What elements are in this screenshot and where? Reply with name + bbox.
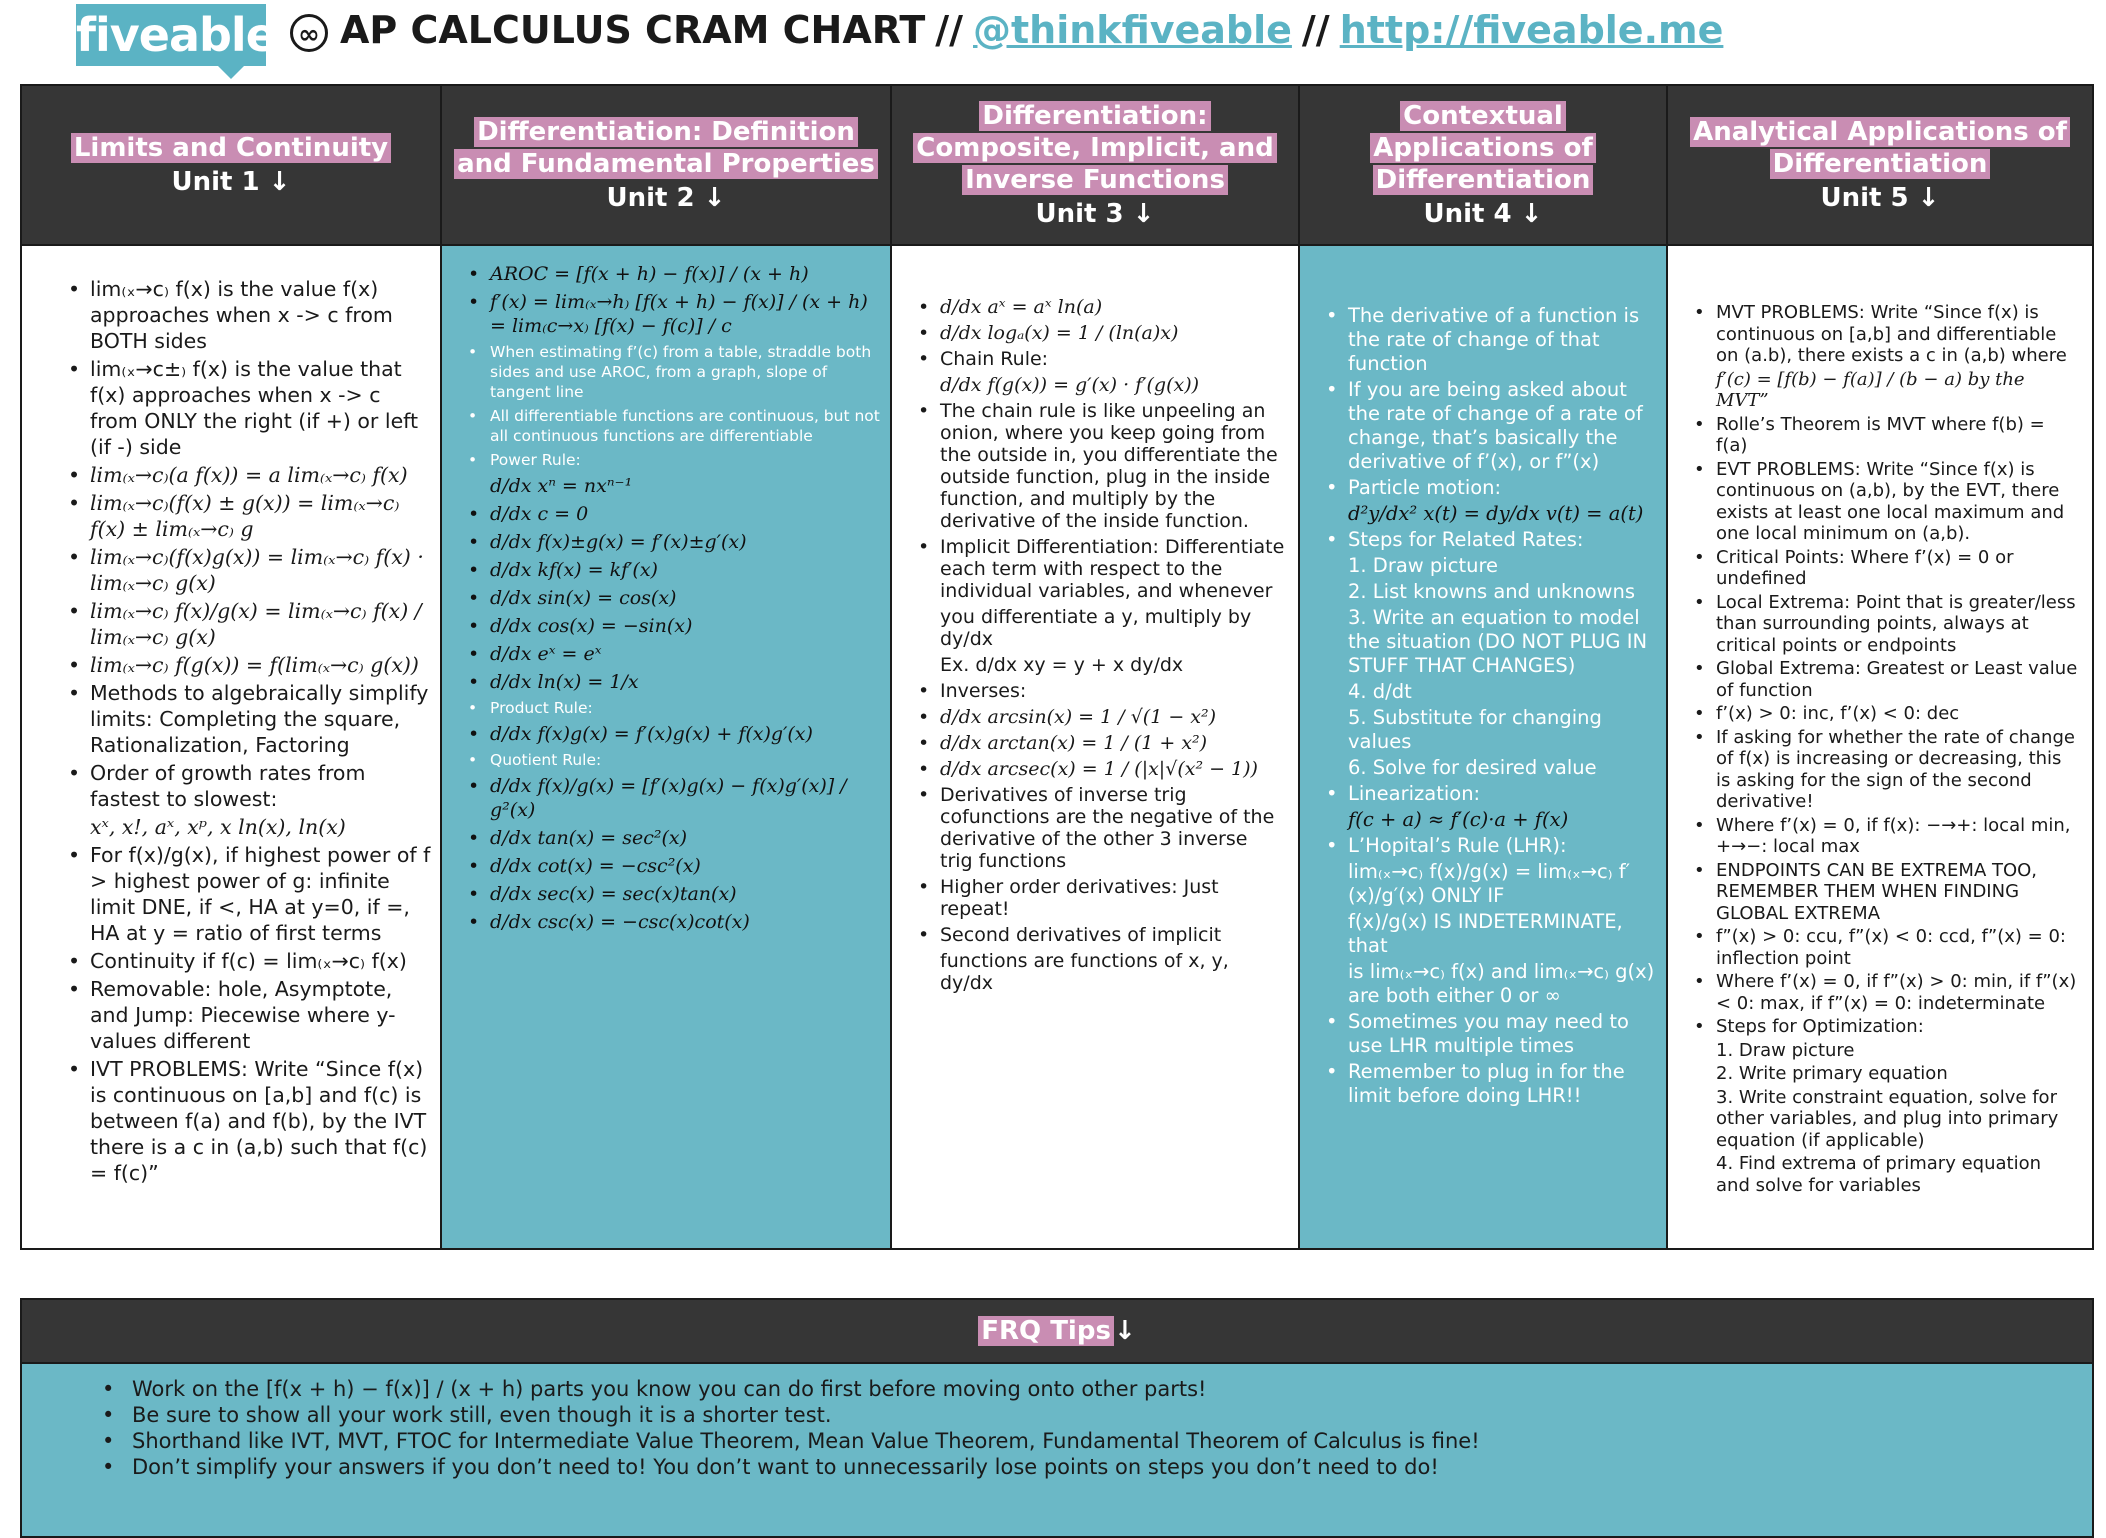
list-item: • Linearization: bbox=[1320, 782, 1656, 806]
unit-3-content bbox=[892, 244, 1298, 1248]
list-item: • d/dx tan(x) = sec²(x) bbox=[462, 826, 882, 850]
list-item: • lim₍ₓ→c₎(f(x) ± g(x)) = lim₍ₓ→c₎ f(x) ± lim₍ₓ→c₎ g bbox=[62, 490, 434, 542]
unit-2-title: Differentiation: Definition and Fundamental Properties bbox=[454, 117, 878, 179]
unit-1-title: Limits and Continuity bbox=[71, 133, 391, 163]
list-item: 1. Draw picture bbox=[1716, 1039, 1855, 1061]
list-item: • d/dx cot(x) = −csc²(x) bbox=[462, 854, 882, 878]
list-item: • If you are being asked about the rate of change of a rate of change, that’s basically the derivative of f’(x), or f”(x) bbox=[1320, 378, 1656, 474]
list-item: • lim₍ₓ→c₎ f(g(x)) = f(lim₍ₓ→c₎ g(x)) bbox=[62, 652, 434, 678]
list-item: • ENDPOINTS CAN BE EXTREMA TOO, REMEMBER THEM WHEN FINDING GLOBAL EXTREMA bbox=[1688, 860, 2078, 925]
list-item: • Product Rule: bbox=[462, 698, 882, 718]
list-item: • The chain rule is like unpeeling an onion, where you keep going from the outside in, you differentiate the outside function, plug in the inside function, and multiply by the derivative of the inside function. bbox=[912, 400, 1286, 532]
list-item: • Derivatives of inverse trig cofunctions are the negative of the derivative of the other 3 inverse trig functions bbox=[912, 784, 1286, 872]
unit-1-content bbox=[22, 244, 440, 1248]
list-item: • Implicit Differentiation: Differentiate each term with respect to the individual variables, and whenever bbox=[912, 536, 1286, 602]
list-item: • Steps for Related Rates: bbox=[1320, 528, 1656, 552]
list-item: • f′(x) = lim₍ₓ→h₎ [f(x + h) − f(x)] / (x + h) = lim₍c→x₎ [f(x) − f(c)] / c bbox=[462, 290, 882, 338]
list-item: • lim₍ₓ→c₎ f(x)/g(x) = lim₍ₓ→c₎ f(x) / lim₍ₓ→c₎ g(x) bbox=[62, 598, 434, 650]
unit-1-label: Unit 1 ↓ bbox=[171, 167, 291, 197]
unit-4-label: Unit 4 ↓ bbox=[1423, 199, 1543, 229]
list-item: • Methods to algebraically simplify limits: Completing the square, Rationalization, Factoring bbox=[62, 680, 434, 758]
unit-5-column bbox=[1668, 86, 2092, 1248]
unit-2-header bbox=[442, 86, 890, 244]
list-item: • Particle motion: bbox=[1320, 476, 1656, 500]
list-item: • f”(x) > 0: ccu, f”(x) < 0: ccd, f”(x) = 0: inflection point bbox=[1688, 926, 2078, 969]
list-item: • Continuity if f(c) = lim₍ₓ→c₎ f(x) bbox=[62, 948, 434, 974]
list-item: • Inverses: bbox=[912, 680, 1286, 702]
list-item: • For f(x)/g(x), if highest power of f > highest power of g: infinite limit DNE, if <, HA at y=0, if =, HA at y = ratio of first terms bbox=[62, 842, 434, 946]
list-item: • Steps for Optimization: bbox=[1688, 1016, 2078, 1038]
list-item: • f’(x) > 0: inc, f’(x) < 0: dec bbox=[1688, 703, 2078, 725]
list-item: 2. List knowns and unknowns bbox=[1348, 580, 1635, 603]
list-item: • EVT PROBLEMS: Write “Since f(x) is continuous on (a,b), by the EVT, there exists at least one local maximum and one local minimum on (a,b). bbox=[1688, 459, 2078, 545]
unit-1-column bbox=[22, 86, 442, 1248]
unit-5-header bbox=[1668, 86, 2092, 244]
list-item: • d/dx c = 0 bbox=[462, 502, 882, 526]
list-item: • Quotient Rule: bbox=[462, 750, 882, 770]
list-item: you differentiate a y, multiply by dy/dx bbox=[940, 606, 1252, 650]
list-item: xˣ, x!, aˣ, xᵖ, x ln(x), ln(x) bbox=[90, 815, 346, 839]
list-item: • Critical Points: Where f’(x) = 0 or undefined bbox=[1688, 547, 2078, 590]
list-item: 6. Solve for desired value bbox=[1348, 756, 1597, 779]
list-item: • lim₍ₓ→c₎ f(x) is the value f(x) approaches when x -> c from BOTH sides bbox=[62, 276, 434, 354]
list-item: • d/dx ln(x) = 1/x bbox=[462, 670, 882, 694]
list-item: • Power Rule: bbox=[462, 450, 882, 470]
list-item: • d/dx csc(x) = −csc(x)cot(x) bbox=[462, 910, 882, 934]
list-item: • Where f’(x) = 0, if f(x): −→+: local min, +→−: local max bbox=[1688, 815, 2078, 858]
list-item: • Be sure to show all your work still, even though it is a shorter test. bbox=[82, 1402, 2092, 1428]
list-item: d/dx f(g(x)) = g′(x) · f′(g(x)) bbox=[940, 374, 1200, 396]
list-item: • d/dx f(x)/g(x) = [f′(x)g(x) − f(x)g′(x)] / g²(x) bbox=[462, 774, 882, 822]
list-item: • d/dx cos(x) = −sin(x) bbox=[462, 614, 882, 638]
list-item: • When estimating f’(c) from a table, straddle both sides and use AROC, from a graph, slope of tangent line bbox=[462, 342, 882, 402]
list-item: • MVT PROBLEMS: Write “Since f(x) is continuous on [a,b] and differentiable on (a.b), there exists a c in (a,b) where bbox=[1688, 302, 2078, 367]
list-item: • d/dx f(x)±g(x) = f′(x)±g′(x) bbox=[462, 530, 882, 554]
list-item: functions are functions of x, y, dy/dx bbox=[940, 950, 1229, 994]
list-item: • d/dx logₐ(x) = 1 / (ln(a)x) bbox=[912, 322, 1286, 344]
list-item: • If asking for whether the rate of change of f(x) is increasing or decreasing, this is asking for the sign of the second derivative! bbox=[1688, 727, 2078, 813]
frq-tips-section bbox=[20, 1298, 2094, 1538]
list-item: • L’Hopital’s Rule (LHR): bbox=[1320, 834, 1656, 858]
frq-tips-title: FRQ Tips bbox=[978, 1316, 1114, 1346]
list-item: d/dx xⁿ = nxⁿ⁻¹ bbox=[490, 475, 633, 497]
list-item: 3. Write an equation to model the situation (DO NOT PLUG IN STUFF THAT CHANGES) bbox=[1348, 606, 1648, 677]
list-item: • lim₍ₓ→c±₎ f(x) is the value that f(x) approaches when x -> c from ONLY the right (if +) or left (if -) side bbox=[62, 356, 434, 460]
list-item: 4. Find extrema of primary equation and solve for variables bbox=[1716, 1153, 2041, 1196]
unit-1-header bbox=[22, 86, 440, 244]
unit-2-column bbox=[442, 86, 892, 1248]
list-item: • Higher order derivatives: Just repeat! bbox=[912, 876, 1286, 920]
list-item: • Local Extrema: Point that is greater/less than surrounding points, always at critical points or endpoints bbox=[1688, 592, 2078, 657]
list-item: • d/dx eˣ = eˣ bbox=[462, 642, 882, 666]
website-link[interactable]: http://fiveable.me bbox=[1339, 8, 1724, 52]
unit-5-title: Analytical Applications of Differentiation bbox=[1690, 117, 2070, 179]
unit-3-header bbox=[892, 86, 1298, 244]
list-item: 4. d/dt bbox=[1348, 680, 1412, 703]
list-item: • Where f’(x) = 0, if f”(x) > 0: min, if f”(x) < 0: max, if f”(x) = 0: indeterminate bbox=[1688, 971, 2078, 1014]
list-item: • Removable: hole, Asymptote, and Jump: Piecewise where y-values different bbox=[62, 976, 434, 1054]
list-item: • d/dx sec(x) = sec(x)tan(x) bbox=[462, 882, 882, 906]
title-text: AP CALCULUS CRAM CHART bbox=[340, 8, 926, 52]
list-item: 2. Write primary equation bbox=[1716, 1063, 1948, 1084]
infinity-icon: ∞ bbox=[290, 14, 328, 52]
list-item: f(x)/g(x) IS INDETERMINATE, that bbox=[1348, 910, 1623, 957]
list-item: • Rolle’s Theorem is MVT where f(b) = f(a) bbox=[1688, 414, 2078, 457]
list-item: • d/dx kf(x) = kf′(x) bbox=[462, 558, 882, 582]
list-item: 5. Substitute for changing values bbox=[1348, 706, 1602, 753]
unit-4-content bbox=[1300, 244, 1666, 1248]
list-item: d²y/dx² x(t) = dy/dx v(t) = a(t) bbox=[1348, 502, 1644, 525]
list-item: • All differentiable functions are continuous, but not all continuous functions are differentiable bbox=[462, 406, 882, 446]
list-item: Ex. d/dx xy = y + x dy/dx bbox=[940, 654, 1184, 676]
list-item: • AROC = [f(x + h) − f(x)] / (x + h) bbox=[462, 262, 882, 286]
list-item: • Global Extrema: Greatest or Least value of function bbox=[1688, 658, 2078, 701]
unit-5-label: Unit 5 ↓ bbox=[1820, 183, 1940, 213]
list-item: is lim₍ₓ→c₎ f(x) and lim₍ₓ→c₎ g(x) are both either 0 or ∞ bbox=[1348, 960, 1655, 1007]
cram-chart-table bbox=[20, 84, 2094, 1250]
unit-3-column bbox=[892, 86, 1300, 1248]
list-item: 3. Write constraint equation, solve for other variables, and plug into primary equation (if applicable) bbox=[1716, 1086, 2059, 1151]
list-item: • IVT PROBLEMS: Write “Since f(x) is continuous on [a,b] and f(c) is between f(a) and f(b), by the IVT there is a c in (a,b) such that f(c) = f(c)” bbox=[62, 1056, 434, 1186]
list-item: • Work on the [f(x + h) − f(x)] / (x + h) parts you know you can do first before moving onto other parts! bbox=[82, 1376, 2092, 1402]
list-item: • Sometimes you may need to use LHR multiple times bbox=[1320, 1010, 1656, 1058]
list-item: • Chain Rule: bbox=[912, 348, 1286, 370]
list-item: • d/dx arcsec(x) = 1 / (|x|√(x² − 1)) bbox=[912, 758, 1286, 780]
list-item: lim₍ₓ→c₎ f(x)/g(x) = lim₍ₓ→c₎ f′(x)/g′(x) ONLY IF bbox=[1348, 860, 1630, 907]
frq-tips-header bbox=[22, 1300, 2092, 1362]
unit-2-content bbox=[442, 244, 890, 1248]
list-item: • d/dx sin(x) = cos(x) bbox=[462, 586, 882, 610]
list-item: • d/dx arctan(x) = 1 / (1 + x²) bbox=[912, 732, 1286, 754]
unit-2-label: Unit 2 ↓ bbox=[606, 183, 726, 213]
list-item: • Remember to plug in for the limit before doing LHR!! bbox=[1320, 1060, 1656, 1108]
list-item: • The derivative of a function is the rate of change of that function bbox=[1320, 304, 1656, 376]
title-separator: // bbox=[935, 8, 963, 52]
list-item: • Don’t simplify your answers if you don’t need to! You don’t want to unnecessarily lose points on steps you don’t need to do! bbox=[82, 1454, 2092, 1480]
page-title bbox=[290, 2, 1723, 58]
unit-3-title: Differentiation: Composite, Implicit, and Inverse Functions bbox=[913, 101, 1276, 195]
fiveable-logo[interactable]: fiveable bbox=[76, 4, 266, 66]
list-item: 1. Draw picture bbox=[1348, 554, 1499, 577]
list-item: • lim₍ₓ→c₎(a f(x)) = a lim₍ₓ→c₎ f(x) bbox=[62, 462, 434, 488]
unit-4-column bbox=[1300, 86, 1668, 1248]
unit-3-label: Unit 3 ↓ bbox=[1035, 199, 1155, 229]
unit-4-header bbox=[1300, 86, 1666, 244]
list-item: • Shorthand like IVT, MVT, FTOC for Intermediate Value Theorem, Mean Value Theorem, Fundamental Theorem of Calculus is fine! bbox=[82, 1428, 2092, 1454]
list-item: • lim₍ₓ→c₎(f(x)g(x)) = lim₍ₓ→c₎ f(x) · lim₍ₓ→c₎ g(x) bbox=[62, 544, 434, 596]
unit-4-title: Contextual Applications of Differentiation bbox=[1370, 101, 1596, 195]
frq-tips-content bbox=[22, 1362, 2092, 1536]
list-item: f′(c) = [f(b) − f(a)] / (b − a) by the MVT” bbox=[1716, 368, 2025, 411]
list-item: • Order of growth rates from fastest to slowest: bbox=[62, 760, 434, 812]
list-item: • Second derivatives of implicit bbox=[912, 924, 1286, 946]
list-item: • d/dx arcsin(x) = 1 / √(1 − x²) bbox=[912, 706, 1286, 728]
list-item: f(c + a) ≈ f′(c)·a + f(x) bbox=[1348, 808, 1569, 831]
list-item: • d/dx aˣ = aˣ ln(a) bbox=[912, 296, 1286, 318]
title-separator-2: // bbox=[1301, 8, 1330, 52]
unit-5-content bbox=[1668, 244, 2092, 1248]
list-item: • d/dx f(x)g(x) = f′(x)g(x) + f(x)g′(x) bbox=[462, 722, 882, 746]
down-arrow-icon: ↓ bbox=[1113, 1316, 1136, 1346]
twitter-handle-link[interactable]: @thinkfiveable bbox=[973, 8, 1292, 52]
